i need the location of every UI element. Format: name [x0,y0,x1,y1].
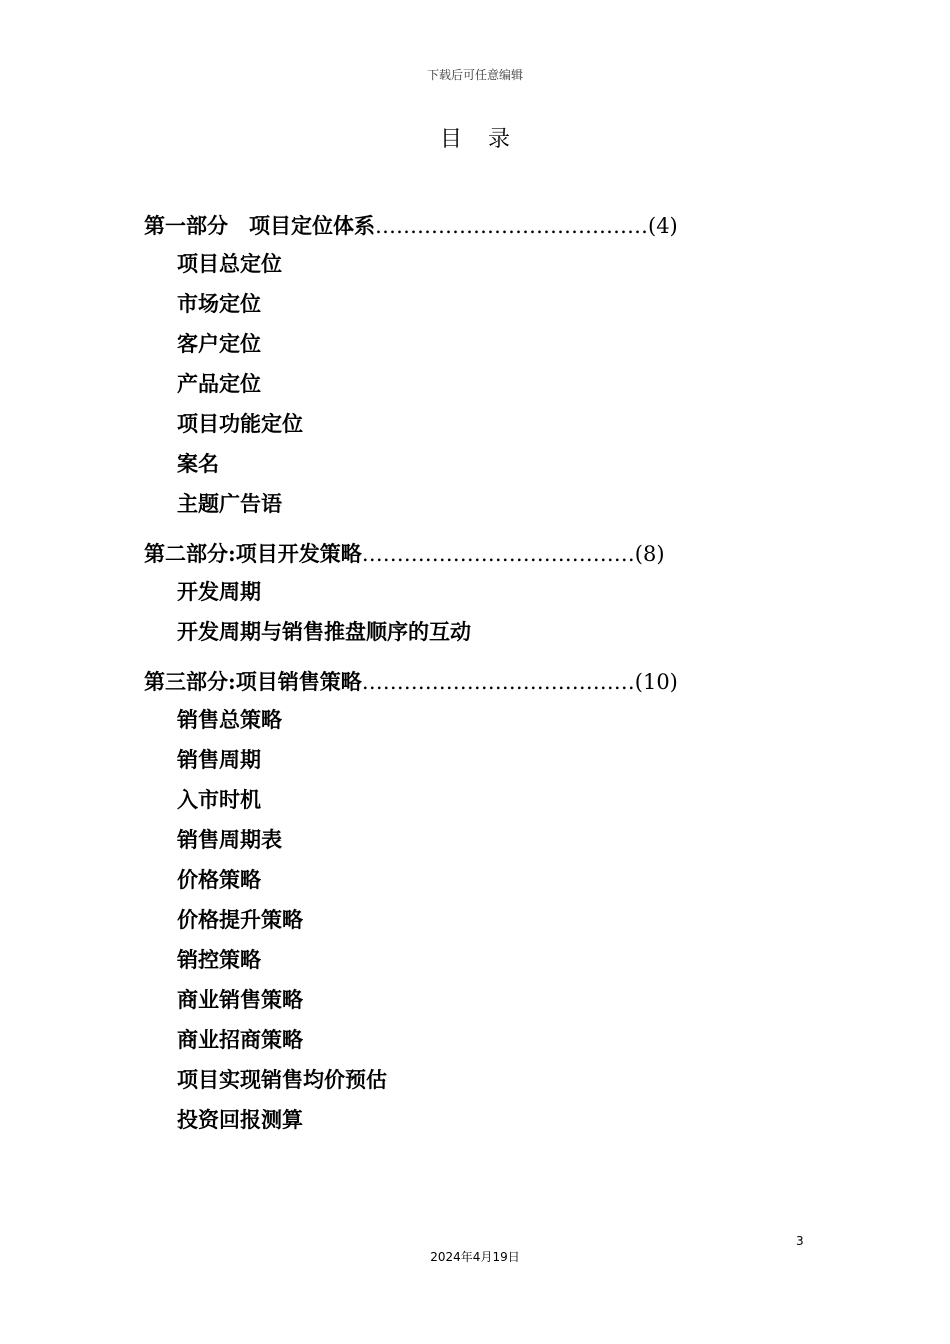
toc-item[interactable]: 价格策略 [177,867,261,892]
leader-dots: ………………………………… [375,214,648,238]
toc-section-2 [144,536,784,652]
toc-section-heading[interactable] [144,536,784,572]
toc-item[interactable]: 项目实现销售均价预估 [177,1067,387,1092]
section-title: 第二部分:项目开发策略 [144,541,362,566]
toc-item[interactable]: 销售周期 [177,747,261,772]
toc-item[interactable]: 投资回报测算 [177,1107,303,1132]
toc-section-1 [144,208,784,524]
toc-item[interactable]: 商业招商策略 [177,1027,303,1052]
toc-item[interactable]: 商业销售策略 [177,987,303,1012]
table-of-contents [144,208,784,1152]
toc-item[interactable]: 入市时机 [177,787,261,812]
toc-title: 目录 [439,127,536,152]
toc-item[interactable]: 客户定位 [177,331,261,356]
toc-section-3 [144,664,784,1140]
toc-item[interactable]: 产品定位 [177,371,261,396]
toc-item[interactable]: 销控策略 [177,947,261,972]
section-title: 第三部分:项目销售策略 [144,669,362,694]
toc-item[interactable]: 主题广告语 [177,491,282,516]
section-page-ref: (4) [648,214,678,238]
toc-item[interactable]: 销售周期表 [177,827,282,852]
toc-item[interactable]: 案名 [177,451,219,476]
toc-item[interactable]: 市场定位 [177,291,261,316]
toc-item[interactable]: 项目功能定位 [177,411,303,436]
leader-dots: ………………………………… [361,542,635,566]
toc-section-heading[interactable] [144,664,784,700]
toc-section-heading[interactable] [144,208,784,244]
leader-dots: ………………………………… [361,670,635,694]
section-page-ref: (10) [634,670,678,694]
toc-item[interactable]: 项目总定位 [177,251,282,276]
toc-item[interactable]: 价格提升策略 [177,907,303,932]
page-number: 3 [796,1234,804,1248]
section-page-ref: (8) [634,542,665,566]
toc-item[interactable]: 销售总策略 [177,707,282,732]
toc-item[interactable]: 开发周期 [177,579,261,604]
page-header: 下载后可任意编辑 [426,68,523,82]
page-footer-date: 2024年4月19日 [430,1250,520,1264]
section-title: 第一部分 项目定位体系 [144,213,375,238]
toc-item[interactable]: 开发周期与销售推盘顺序的互动 [177,619,471,644]
